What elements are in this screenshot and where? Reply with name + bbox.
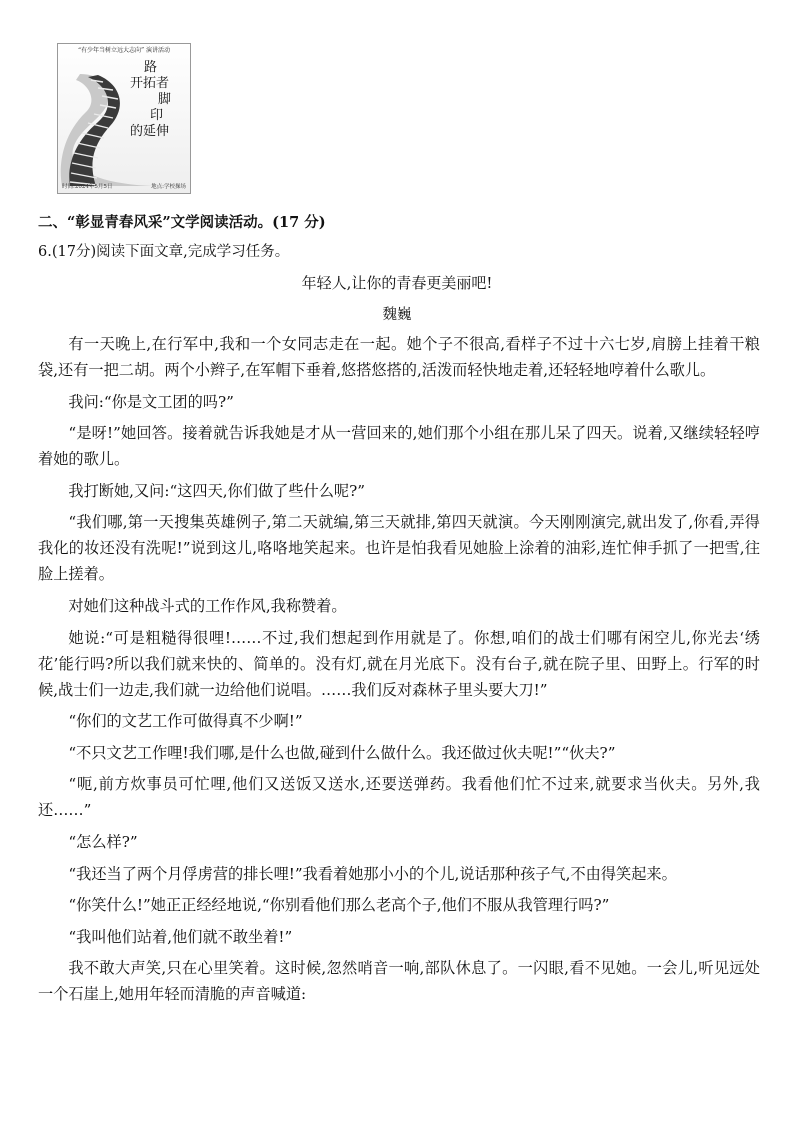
- article-paragraph: 对她们这种战斗式的工作作风,我称赞着。: [68, 596, 347, 615]
- article-paragraph: “我们哪,第一天搜集英雄例子,第二天就编,第三天就排,第四天就演。今天刚刚演完,就出发了,你看,弄得我化的妆还没有洗呢!”说到这儿,咯咯地笑起来。也许是怕我看见她脸上涂着的油彩,连忙伸手抓了一把雪,往脸上搓着。: [38, 513, 760, 584]
- poster-title-line: 的延伸: [130, 124, 170, 139]
- article-title: 年轻人,让你的青春更美丽吧!: [301, 274, 493, 292]
- poster-title-line: 开拓者: [130, 76, 170, 91]
- article-paragraph: 我不敢大声笑,只在心里笑着。这时候,忽然哨音一响,部队休息了。一闪眼,看不见她。一会儿,听见远处一个石崖上,她用年轻而清脆的声音喊道:: [38, 959, 760, 1004]
- article-paragraph: “我还当了两个月俘虏营的排长哩!”我看着她那小小的个儿,说话那种孩子气,不由得笑起来。: [68, 864, 677, 883]
- event-poster: [57, 43, 191, 194]
- poster-title-line: 印: [150, 108, 164, 123]
- poster-place: 地点:学校操场: [151, 184, 186, 190]
- article-paragraph: 我问:“你是文工团的吗?”: [68, 392, 234, 411]
- section-heading: 二、“彰显青春风采”文学阅读活动。(17 分): [38, 214, 326, 231]
- article-paragraph: “不只文艺工作哩!我们哪,是什么也做,碰到什么做什么。我还做过伙夫呢!”“伙夫?”: [68, 743, 616, 762]
- article-paragraph: “你笑什么!”她正正经经地说,“你别看他们那么老高个子,他们不服从我管理行吗?”: [68, 896, 610, 915]
- poster-title: [120, 60, 190, 140]
- article-body: [38, 331, 760, 1013]
- article-paragraph: “怎么样?”: [68, 832, 138, 851]
- article-paragraph: 我打断她,又问:“这四天,你们做了些什么呢?”: [68, 481, 366, 500]
- article-paragraph: 她说:“可是粗糙得很哩!……不过,我们想起到作用就是了。你想,咱们的战士们哪有闲空儿,你光去‘绣花’能行吗?所以我们就来快的、简单的。没有灯,就在月光底下。没有台子,就在院子里、田野上。行军的时候,战士们一边走,我们就一边给他们说唱。……我们反对森林子里头要大刀!”: [38, 628, 760, 699]
- article-paragraph: 有一天晚上,在行军中,我和一个女同志走在一起。她个子不很高,看样子不过十六七岁,肩膀上挂着干粮袋,还有一把二胡。两个小辫子,在军帽下垂着,悠搭悠搭的,活泼而轻快地走着,还轻轻地哼着什么歌儿。: [38, 335, 760, 379]
- article-paragraph: “我叫他们站着,他们就不敢坐着!”: [68, 927, 293, 946]
- poster-event-title: “有少年当树立远大志向” 演讲活动: [77, 47, 171, 54]
- article-paragraph: “是呀!”她回答。接着就告诉我她是才从一营回来的,她们那个小组在那儿呆了四天。说着,又继续轻轻哼着她的歌儿。: [38, 424, 760, 469]
- poster-title-line: 脚: [158, 92, 172, 107]
- poster-time: 时间:2024年5月5日: [62, 184, 113, 190]
- article-author: 魏巍: [382, 307, 412, 323]
- poster-footer: [62, 184, 186, 191]
- question-prompt: 6.(17分)阅读下面文章,完成学习任务。: [38, 244, 290, 260]
- article-paragraph: “你们的文艺工作可做得真不少啊!”: [68, 712, 303, 731]
- article-paragraph: “呃,前方炊事员可忙哩,他们又送饭又送水,还要送弹药。我看他们忙不过来,就要求当伙夫。另外,我还……”: [38, 775, 760, 820]
- poster-title-line: 路: [144, 60, 158, 75]
